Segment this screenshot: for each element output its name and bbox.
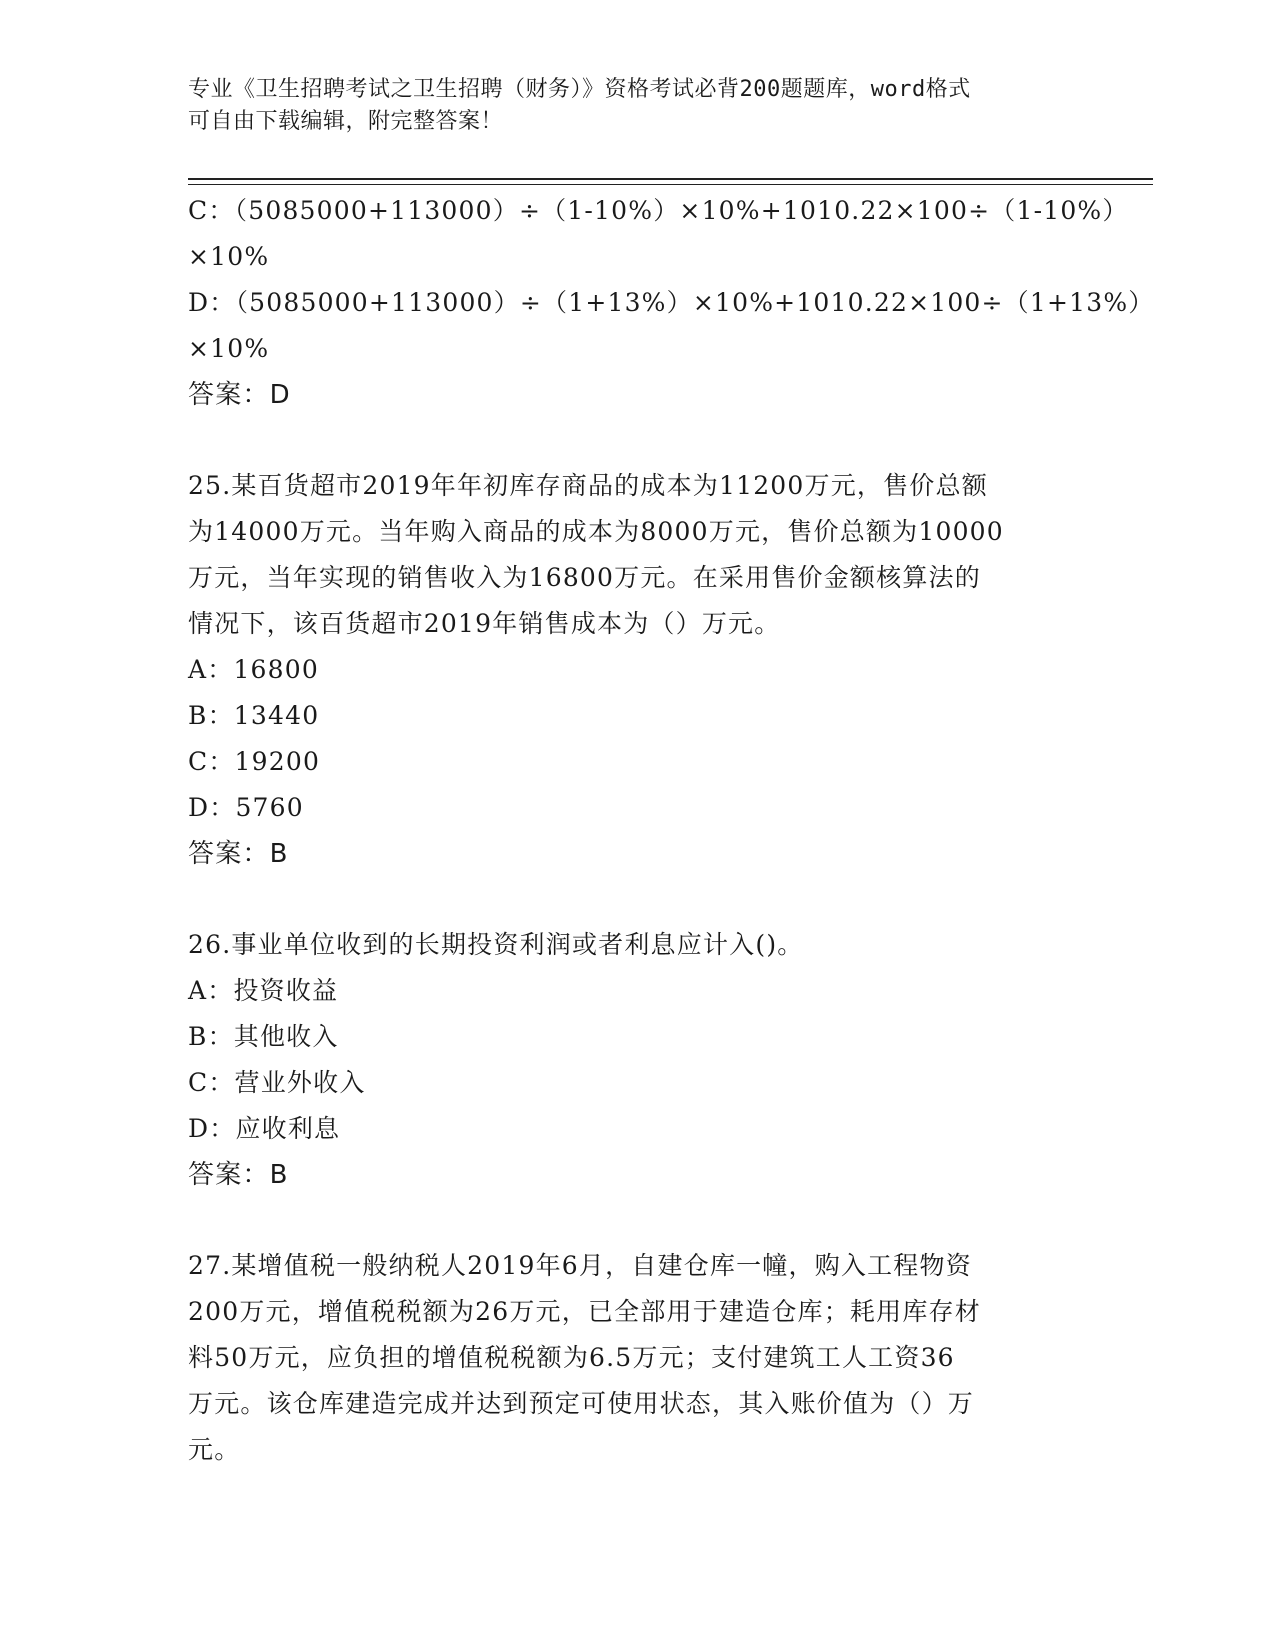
question-stem-line: 情况下，该百货超市2019年销售成本为（）万元。 xyxy=(188,609,781,638)
question-stem-line: 万元，当年实现的销售收入为16800万元。在采用售价金额核算法的 xyxy=(188,563,981,592)
option-c: C：（5085000+113000）÷（1-10%）×10%+1010.22×100÷（1-10%） xyxy=(188,196,1129,225)
question-stem: 26.事业单位收到的长期投资利润或者利息应计入()。 xyxy=(188,930,804,959)
option-a: A：16800 xyxy=(188,655,319,684)
question-25 xyxy=(188,463,1068,877)
document-header xyxy=(188,74,1088,138)
question-stem-line: 200万元，增值税税额为26万元，已全部用于建造仓库；耗用库存材 xyxy=(188,1297,981,1326)
previous-question xyxy=(188,188,1155,418)
header-rule-thin xyxy=(188,184,1153,185)
answer: 答案：B xyxy=(188,839,289,869)
option-b: B：其他收入 xyxy=(188,1022,339,1051)
question-stem-line: 27.某增值税一般纳税人2019年6月，自建仓库一幢，购入工程物资 xyxy=(188,1251,972,1280)
question-stem-line: 万元。该仓库建造完成并达到预定可使用状态，其入账价值为（）万 xyxy=(188,1389,975,1418)
option-d: D：（5085000+113000）÷（1+13%）×10%+1010.22×100÷（1+13%） xyxy=(188,288,1155,317)
header-subtitle-line: 可自由下载编辑，附完整答案！ xyxy=(188,109,504,134)
option-b: B：13440 xyxy=(188,701,320,730)
header-title-line: 专业《卫生招聘考试之卫生招聘（财务）》资格考试必背200题题库，word格式 xyxy=(188,77,971,102)
option-c: C：19200 xyxy=(188,747,321,776)
question-stem-line: 为14000万元。当年购入商品的成本为8000万元，售价总额为10000 xyxy=(188,517,1004,546)
question-26 xyxy=(188,922,1068,1198)
option-d-continued: ×10% xyxy=(188,334,270,363)
option-c-continued: ×10% xyxy=(188,242,270,271)
option-c: C：营业外收入 xyxy=(188,1068,366,1097)
answer: 答案：B xyxy=(188,1160,289,1190)
question-stem-line: 25.某百货超市2019年年初库存商品的成本为11200万元，售价总额 xyxy=(188,471,988,500)
question-stem-line: 元。 xyxy=(188,1435,241,1464)
answer: 答案：D xyxy=(188,380,291,410)
option-d: D：5760 xyxy=(188,793,304,822)
document-body xyxy=(188,188,1155,1473)
question-27 xyxy=(188,1243,1068,1473)
question-stem-line: 料50万元，应负担的增值税税额为6.5万元；支付建筑工人工资36 xyxy=(188,1343,955,1372)
header-rule-thick xyxy=(188,178,1153,180)
option-d: D：应收利息 xyxy=(188,1114,341,1143)
option-a: A：投资收益 xyxy=(188,976,339,1005)
